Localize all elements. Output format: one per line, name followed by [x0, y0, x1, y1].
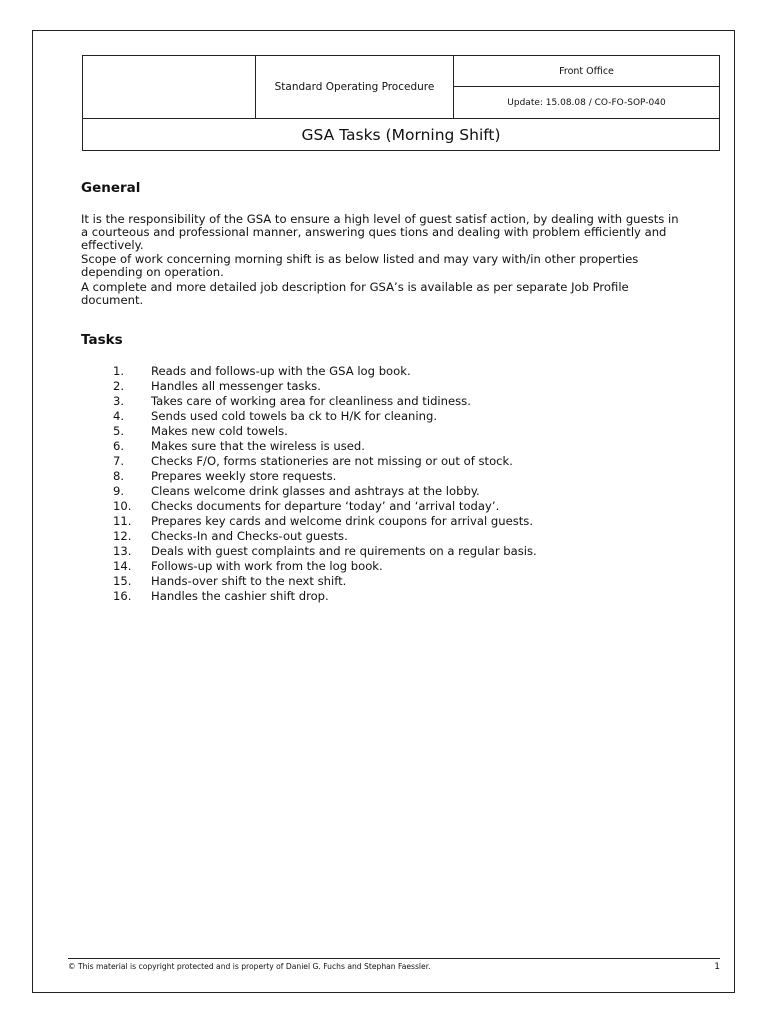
task-item [113, 424, 537, 439]
task-text: Reads and follows-up with the GSA log book. [151, 364, 411, 378]
general-paragraph: It is the responsibility of the GSA to ensure a high level of guest satisf action, by dealing with guests in a courteous and professional manner, answering ques tions and dealing with problem efficiently and effectively. [81, 212, 679, 252]
task-text: Sends used cold towels ba ck to H/K for cleaning. [151, 409, 438, 423]
task-text: Follows-up with work from the log book. [151, 559, 383, 573]
task-item [113, 544, 537, 559]
task-text: Prepares key cards and welcome drink coupons for arrival guests. [151, 514, 534, 528]
general-paragraph: A complete and more detailed job description for GSA’s is available as per separate Job Profile document. [81, 279, 629, 307]
task-item [113, 559, 537, 574]
task-text: Prepares weekly store requests. [151, 469, 337, 483]
document-header-table [82, 55, 720, 151]
task-number: 8. [113, 469, 125, 483]
task-item [113, 499, 537, 514]
task-number: 3. [113, 394, 125, 408]
task-number: 11. [113, 514, 132, 528]
task-number: 6. [113, 439, 125, 453]
task-item [113, 484, 537, 499]
copyright-notice: © This material is copyright protected and is property of Daniel G. Fuchs and Stephan Faessler. [68, 962, 431, 971]
task-text: Makes new cold towels. [151, 424, 288, 438]
task-item [113, 514, 537, 529]
general-section [81, 213, 681, 309]
footer-divider [68, 958, 720, 959]
task-item [113, 409, 537, 424]
task-text: Deals with guest complaints and re quirements on a regular basis. [151, 544, 537, 558]
task-number: 14. [113, 559, 132, 573]
task-text: Handles the cashier shift drop. [151, 589, 329, 603]
task-text: Handles all messenger tasks. [151, 379, 321, 393]
task-text: Makes sure that the wireless is used. [151, 439, 365, 453]
task-item [113, 529, 537, 544]
task-text: Checks-In and Checks-out guests. [151, 529, 348, 543]
general-heading: General [81, 180, 141, 196]
task-number: 10. [113, 499, 132, 513]
sop-label: Standard Operating Procedure [256, 56, 454, 118]
task-number: 5. [113, 424, 125, 438]
task-number: 2. [113, 379, 125, 393]
task-number: 16. [113, 589, 132, 603]
task-number: 4. [113, 409, 125, 423]
task-text: Takes care of working area for cleanliness and tidiness. [151, 394, 471, 408]
task-text: Checks F/O, forms stationeries are not missing or out of stock. [151, 454, 513, 468]
general-paragraph: Scope of work concerning morning shift is as below listed and may vary with/in other properties depending on operation. [81, 252, 639, 280]
task-number: 9. [113, 484, 125, 498]
tasks-heading: Tasks [81, 332, 123, 348]
task-item [113, 364, 537, 379]
task-text: Checks documents for departure ‘today’ and ‘arrival today’. [151, 499, 500, 513]
task-number: 12. [113, 529, 132, 543]
logo-cell [83, 56, 256, 118]
task-number: 1. [113, 364, 125, 378]
document-title: GSA Tasks (Morning Shift) [83, 118, 719, 150]
department-label: Front Office [454, 56, 719, 87]
task-item [113, 439, 537, 454]
task-item [113, 379, 537, 394]
task-text: Cleans welcome drink glasses and ashtrays at the lobby. [151, 484, 480, 498]
page-number: 1 [714, 962, 720, 972]
task-number: 13. [113, 544, 132, 558]
update-reference: Update: 15.08.08 / CO-FO-SOP-040 [507, 97, 666, 108]
task-number: 7. [113, 454, 125, 468]
task-item [113, 394, 537, 409]
task-item [113, 469, 537, 484]
task-number: 15. [113, 574, 132, 588]
task-item [113, 574, 537, 589]
task-text: Hands-over shift to the next shift. [151, 574, 347, 588]
task-item [113, 589, 537, 604]
task-list [113, 364, 537, 604]
task-item [113, 454, 537, 469]
footer [68, 962, 720, 971]
